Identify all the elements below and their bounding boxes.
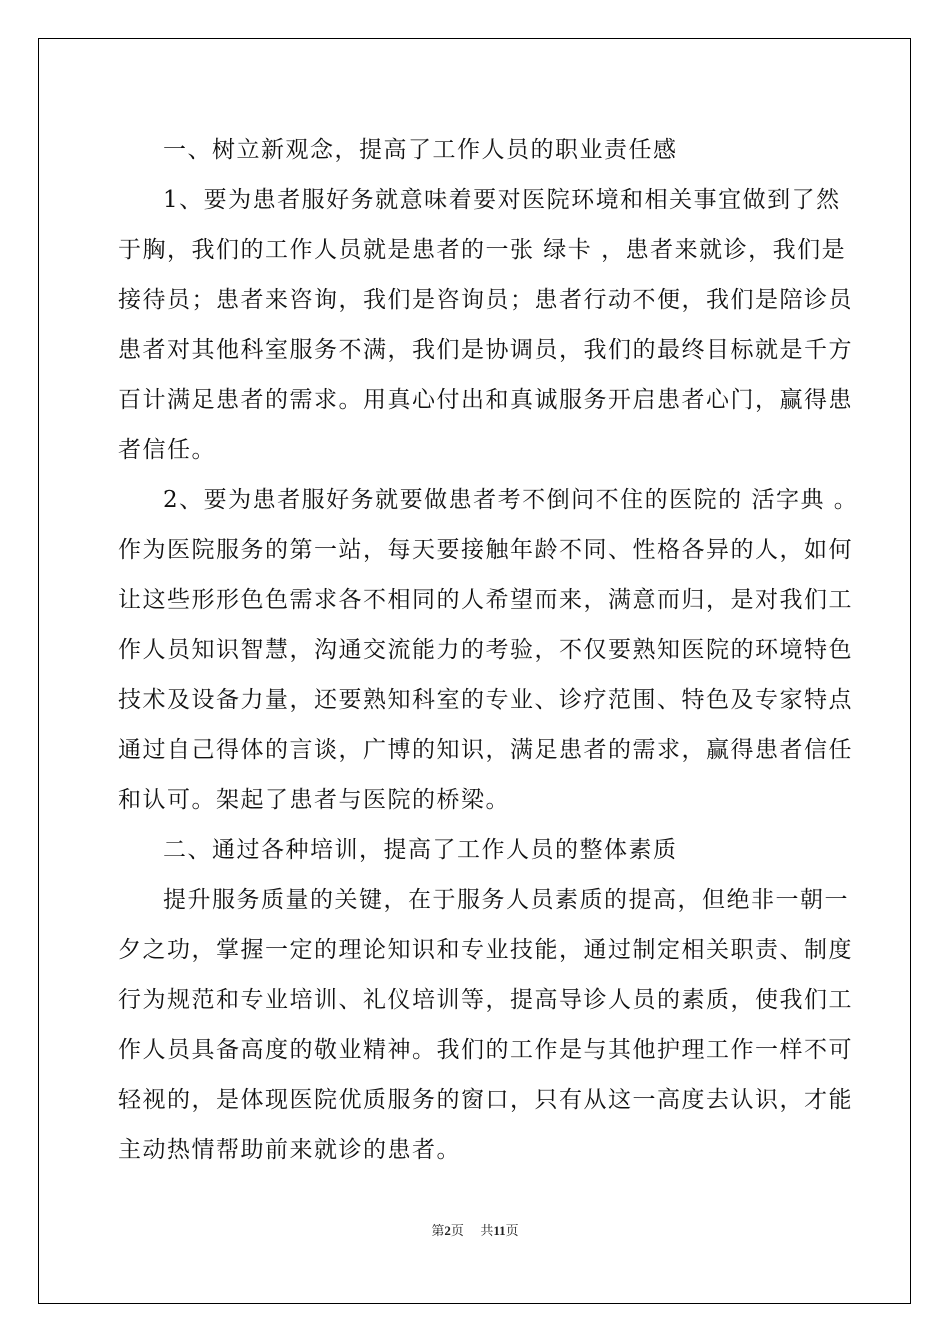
footer-prefix: 第 — [431, 1224, 445, 1239]
paragraph-line: 作人员具备高度的敬业精神。我们的工作是与其他护理工作一样不可 — [118, 1037, 853, 1063]
paragraph-line: 通过自己得体的言谈，广博的知识，满足患者的需求，赢得患者信任 — [118, 737, 853, 763]
paragraph-line: 患者对其他科室服务不满，我们是协调员，我们的最终目标就是千方 — [118, 337, 853, 363]
paragraph-line: 作为医院服务的第一站，每天要接触年龄不同、性格各异的人，如何 — [118, 537, 853, 563]
paragraph-line: 于胸，我们的工作人员就是患者的一张 绿卡 ，患者来就诊，我们是 — [118, 237, 847, 263]
paragraph-line: 2、要为患者服好务就要做患者考不倒问不住的医院的 活字典 。 — [163, 487, 859, 513]
paragraph-line: 夕之功，掌握一定的理论知识和专业技能，通过制定相关职责、制度 — [118, 937, 853, 963]
paragraph-line: 者信任。 — [118, 437, 216, 463]
paragraph-line: 让这些形形色色需求各不相同的人希望而来，满意而归，是对我们工 — [118, 587, 853, 613]
footer-mid: 页 共 — [450, 1224, 494, 1239]
paragraph-line: 主动热情帮助前来就诊的患者。 — [118, 1137, 461, 1163]
total-pages: 11 — [493, 1223, 506, 1238]
paragraph-line: 接待员；患者来咨询，我们是咨询员；患者行动不便，我们是陪诊员 — [118, 287, 853, 313]
page-number: 2 — [444, 1223, 451, 1238]
section-heading-1: 一、树立新观念，提高了工作人员的职业责任感 — [163, 137, 678, 163]
paragraph-line: 1、要为患者服好务就意味着要对医院环境和相关事宜做到了然 — [163, 187, 841, 213]
paragraph-line: 提升服务质量的关键，在于服务人员素质的提高，但绝非一朝一 — [163, 887, 849, 913]
paragraph-line: 和认可。架起了患者与医院的桥梁。 — [118, 787, 510, 813]
paragraph-line: 轻视的，是体现医院优质服务的窗口，只有从这一高度去认识，才能 — [118, 1087, 853, 1113]
page-footer — [0, 1220, 950, 1239]
footer-suffix: 页 — [505, 1224, 519, 1239]
paragraph-line: 技术及设备力量，还要熟知科室的专业、诊疗范围、特色及专家特点 — [118, 687, 853, 713]
paragraph-line: 行为规范和专业培训、礼仪培训等，提高导诊人员的素质，使我们工 — [118, 987, 853, 1013]
paragraph-line: 百计满足患者的需求。用真心付出和真诚服务开启患者心门，赢得患 — [118, 387, 853, 413]
paragraph-line: 作人员知识智慧，沟通交流能力的考验，不仅要熟知医院的环境特色 — [118, 637, 853, 663]
section-heading-2: 二、通过各种培训，提高了工作人员的整体素质 — [163, 837, 678, 863]
